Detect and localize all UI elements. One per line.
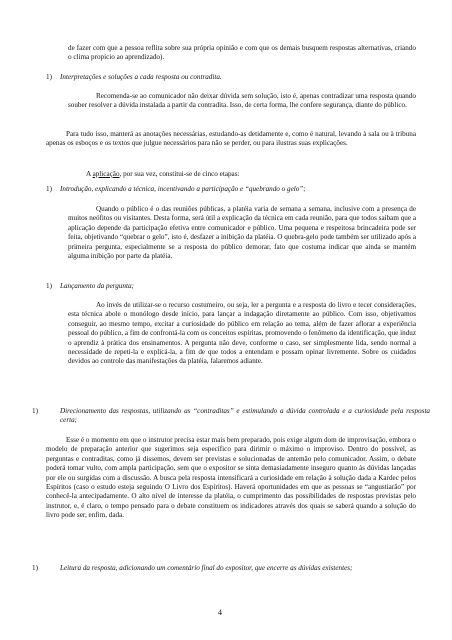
step-heading-introducao	[46, 185, 416, 194]
lancamento-paragraph: Ao invés de utilizar-se o recurso costumeiro, ou seja, ler a pergunta e a resposta do livro e tecer considerações, esta técnica abole o monólogo desde início, para lançar a indagação diretamente ao público. Com isso, objetivamos conseguir, ao mesmo tempo, excitar a curiosidade do público em relação ao tema, além de fazer aflorar a experiência pessoal do público, a fim de confrontá-la com os conceitos espíritas, promovendo o fenômeno da identificação, que induz o aprendiz à prática dos ensinamentos. A pergunta não deve, conforme o caso, ser simplesmente lida, sendo normal a necessidade de repeti-la e explicá-la, a fim de que todos a entendam e possam opinar livremente. Sobre os cuidados devidos ao controle das manifestações da platéia, falaremos adiante.	[68, 301, 416, 366]
continuation-paragraph: de fazer com que a pessoa reflita sobre sua própria opinião e com que os demais busquem respostas alternativas, criando o clima propício ao aprendizado).	[68, 44, 416, 62]
step-title: Direcionamento das respostas, utilizando as “contraditas” e estimulando a dúvida controlada e a curiosidade pela resposta certa;	[60, 407, 430, 425]
item-heading-interpretacoes	[46, 73, 416, 82]
introducao-paragraph: Quando o público é o das reuniões públicas, a platéia varia de semana a semana, inclusive com a presença de muitos neófitos ou visitantes. Desta forma, será útil a explicação da técnica em cada reunião, para que todos saibam que a aplicação depende da participação efetiva entre comunicador e público. Uma pequena e respeitosa brincadeira pode ser feita, objetivando “quebrar o gelo”, isto é, desfazer a inibição da platéia. O quebra-gelo pode também ser utilizado após a primeira pergunta, especialmente se a resposta do público demorar, fato que costuma indicar que ainda se mantém alguma inibição por parte da platéia.	[68, 205, 416, 261]
interpretacoes-paragraph: Recomenda-se ao comunicador não deixar dúvida sem solução, isto é, apenas contradizar uma resposta quando souber resolver a dúvida instalada a partir da contradita. Isso, de certa forma, lhe confere segurança, diante do público.	[68, 92, 416, 110]
step-number: 1)	[46, 185, 52, 193]
step-title: Leitura da resposta, adicionando um comentário final do expositor, que encerre as dúvidas existentes;	[60, 564, 353, 572]
step-number: 1)	[32, 407, 38, 415]
item-number: 1)	[46, 73, 52, 81]
step-title: Lançamento da pergunta;	[60, 282, 134, 290]
step-heading-lancamento	[46, 282, 416, 291]
page-number: 4	[218, 608, 222, 617]
aplicacao-keyword: aplicação	[92, 170, 120, 178]
step-heading-direcionamento	[32, 407, 430, 426]
aplicacao-suffix: , por sua vez, constitui-se de cinco etapas:	[119, 170, 240, 178]
step-heading-leitura	[32, 564, 430, 573]
step-title: Introdução, explicando a técnica, incentivando a participação e “quebrando o gelo”;	[60, 185, 306, 193]
aplicacao-prefix: A	[86, 170, 93, 178]
direcionamento-paragraph: Esse é o momento em que o instrutor precisa estar mais bem preparado, pois exige algum dom de improvisação, embora o modelo de preparação anterior que sugerimos seja específico para dirimir o máximo o improviso. Dentro do possível, as perguntas e contraditas, como já dissemos, devem ser previstas e solucionadas de antemão pelo comunicador. Assim, o debate poderá tomar vulto, com ampla participação, sem que o expositor se sinta demasiadamente inseguro quanto às dúvidas lançadas por ele ou surgidas com a discussão. A busca pela resposta intensificará a curiosidade em relação à solução dada a Kardec pelos Espíritos (caso o estudo esteja seguindo O Livro dos Espíritos). Haverá oportunidades em que as pessoas se “angustiarão” por conhecê-la antecipadamente. O alto nível de interesse da platéia, o cumprimento das possibilidades de respostas previstas pelo instrutor, e, é claro, o tempo pensado para o debate constituem os indicadores através dos quais se saberá quando a solução do livro pode ser, enfim, dada.	[46, 436, 416, 520]
para-tudo-paragraph: Para tudo isso, manterá as anotações necessárias, estudando-as detidamente e, como é natural, levando à sala ou à tribuna apenas os esboços e os textos que julgue necessários para não se perder, ou para ilustras suas explicações.	[46, 130, 416, 148]
item-title: Interpretações e soluções a cada resposta ou contradita.	[60, 73, 222, 81]
step-number: 1)	[32, 564, 38, 572]
step-number: 1)	[46, 282, 52, 290]
aplicacao-paragraph	[86, 170, 416, 179]
